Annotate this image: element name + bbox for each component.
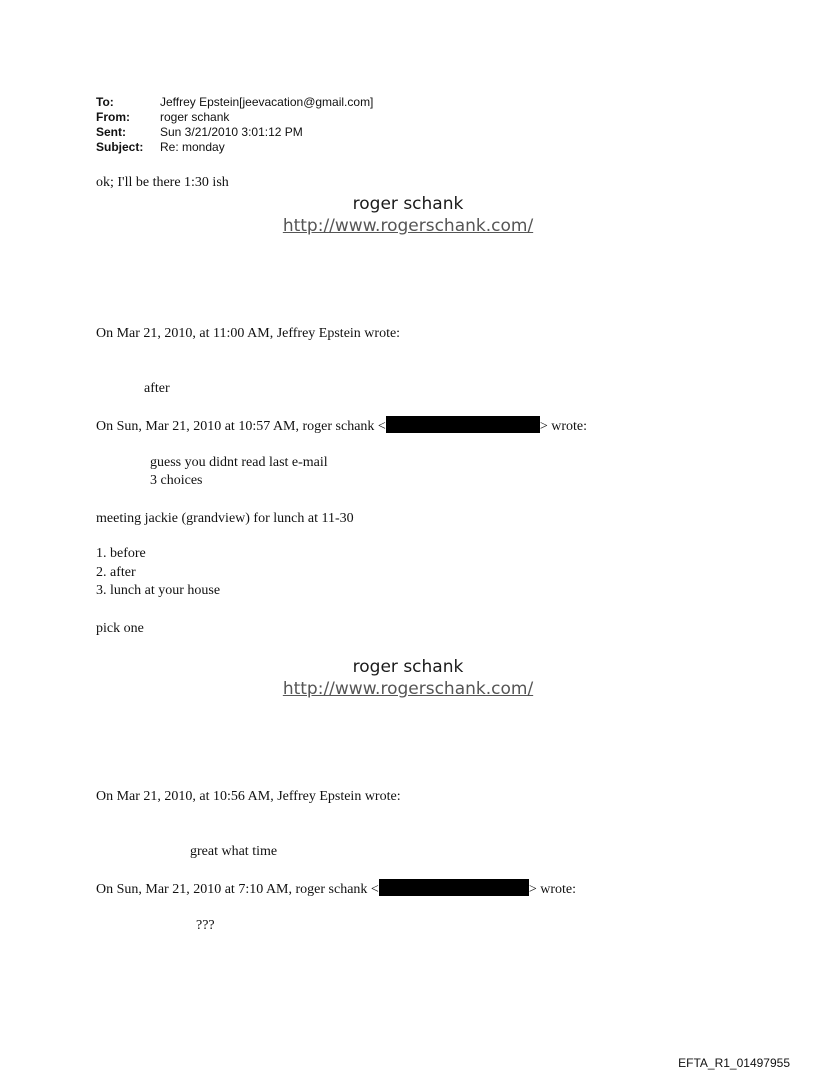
subject-value: Re: monday [160,140,225,154]
quote-2-header [96,416,587,436]
header-sent-row [96,125,373,140]
header-from-row [96,110,373,125]
quote-1-header: On Mar 21, 2010, at 11:00 AM, Jeffrey Epstein wrote: [96,326,401,341]
pick-one-text: pick one [96,621,144,636]
quote-4-header-suffix: > wrote: [528,882,576,897]
quote-1-text: after [144,381,170,396]
quote-2-line-1: guess you didnt read last e-mail [150,455,328,470]
to-label: To: [96,95,114,109]
header-subject-row [96,140,373,155]
choice-item: 2. after [96,565,136,580]
reply-text: ok; I'll be there 1:30 ish [96,175,229,190]
signature-1 [0,193,816,237]
sent-label: Sent: [96,125,126,139]
redaction-block [379,879,529,896]
document-id: EFTA_R1_01497955 [678,1056,790,1070]
signature-2 [0,656,816,700]
meeting-line: meeting jackie (grandview) for lunch at 11-30 [96,511,354,526]
quote-2-header-prefix: On Sun, Mar 21, 2010 at 10:57 AM, roger schank < [96,419,386,434]
quote-2-line-2: 3 choices [150,473,203,488]
signature-2-link[interactable]: http://www.rogerschank.com/ [282,679,534,699]
signature-1-name: roger schank [352,194,464,214]
quote-3-header: On Mar 21, 2010, at 10:56 AM, Jeffrey Epstein wrote: [96,789,401,804]
to-value: Jeffrey Epstein[jeevacation@gmail.com] [160,95,374,109]
from-value: roger schank [160,110,230,124]
signature-2-name: roger schank [352,657,464,677]
quote-4-header [96,879,576,899]
redaction-block [386,416,540,433]
signature-1-link[interactable]: http://www.rogerschank.com/ [282,216,534,236]
email-header [96,95,373,155]
from-label: From: [96,110,130,124]
choice-item: 1. before [96,546,146,561]
subject-label: Subject: [96,140,144,154]
header-to-row [96,95,373,110]
quote-2-header-suffix: > wrote: [539,419,587,434]
quote-3-text: great what time [190,844,278,859]
sent-value: Sun 3/21/2010 3:01:12 PM [160,125,303,139]
quote-4-header-prefix: On Sun, Mar 21, 2010 at 7:10 AM, roger schank < [96,882,379,897]
choice-item: 3. lunch at your house [96,583,221,598]
quote-4-text: ??? [196,918,215,933]
